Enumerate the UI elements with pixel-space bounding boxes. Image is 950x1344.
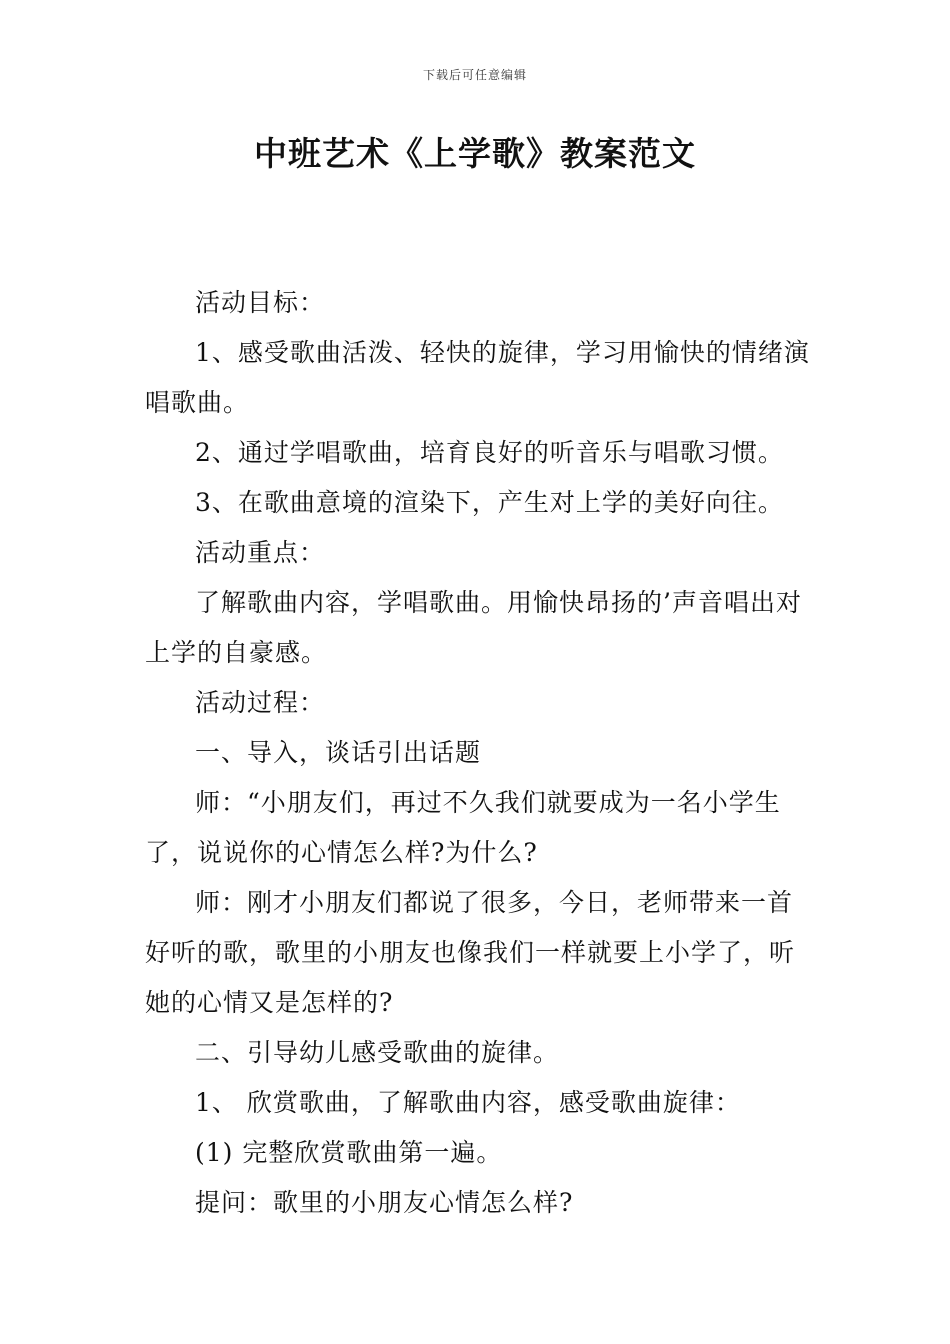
- paragraph-process-heading: 活动过程：: [195, 688, 326, 717]
- paragraph-substep-1-1: (1) 完整欣赏歌曲第一遍。: [195, 1138, 503, 1167]
- paragraph-step-1: 一、导入，谈话引出话题: [195, 738, 482, 767]
- paragraph-teacher-2: 师：刚才小朋友们都说了很多，今日，老师带来一首好听的歌，歌里的小朋友也像我们一样就要上小学了，听她的心情又是怎样的?: [145, 888, 796, 1017]
- paragraph-focus: 了解歌曲内容，学唱歌曲。用愉快昂扬的’声音唱出对上学的自豪感。: [145, 588, 802, 667]
- paragraph-goal-2: 2、通过学唱歌曲，培育良好的听音乐与唱歌习惯。: [195, 438, 784, 467]
- page-header-note: 下载后可任意编辑: [422, 68, 527, 82]
- paragraph-goal-1: 1、感受歌曲活泼、轻快的旋律，学习用愉快的情绪演唱歌曲。: [145, 338, 810, 417]
- paragraph-step-2: 二、引导幼儿感受歌曲的旋律。: [195, 1038, 560, 1067]
- document-body: [145, 278, 810, 1228]
- paragraph-goals-heading: 活动目标：: [195, 288, 326, 317]
- paragraph-substep-1: 1、 欣赏歌曲，了解歌曲内容，感受歌曲旋律：: [195, 1088, 741, 1117]
- paragraph-question: 提问：歌里的小朋友心情怎么样?: [195, 1188, 574, 1217]
- paragraph-goal-3: 3、在歌曲意境的渲染下，产生对上学的美好向往。: [195, 488, 784, 517]
- document-title: 中班艺术《上学歌》教案范文: [254, 134, 696, 173]
- paragraph-focus-heading: 活动重点：: [195, 538, 326, 567]
- paragraph-teacher-1: 师：“小朋友们，再过不久我们就要成为一名小学生了，说说你的心情怎么样?为什么?: [145, 788, 781, 867]
